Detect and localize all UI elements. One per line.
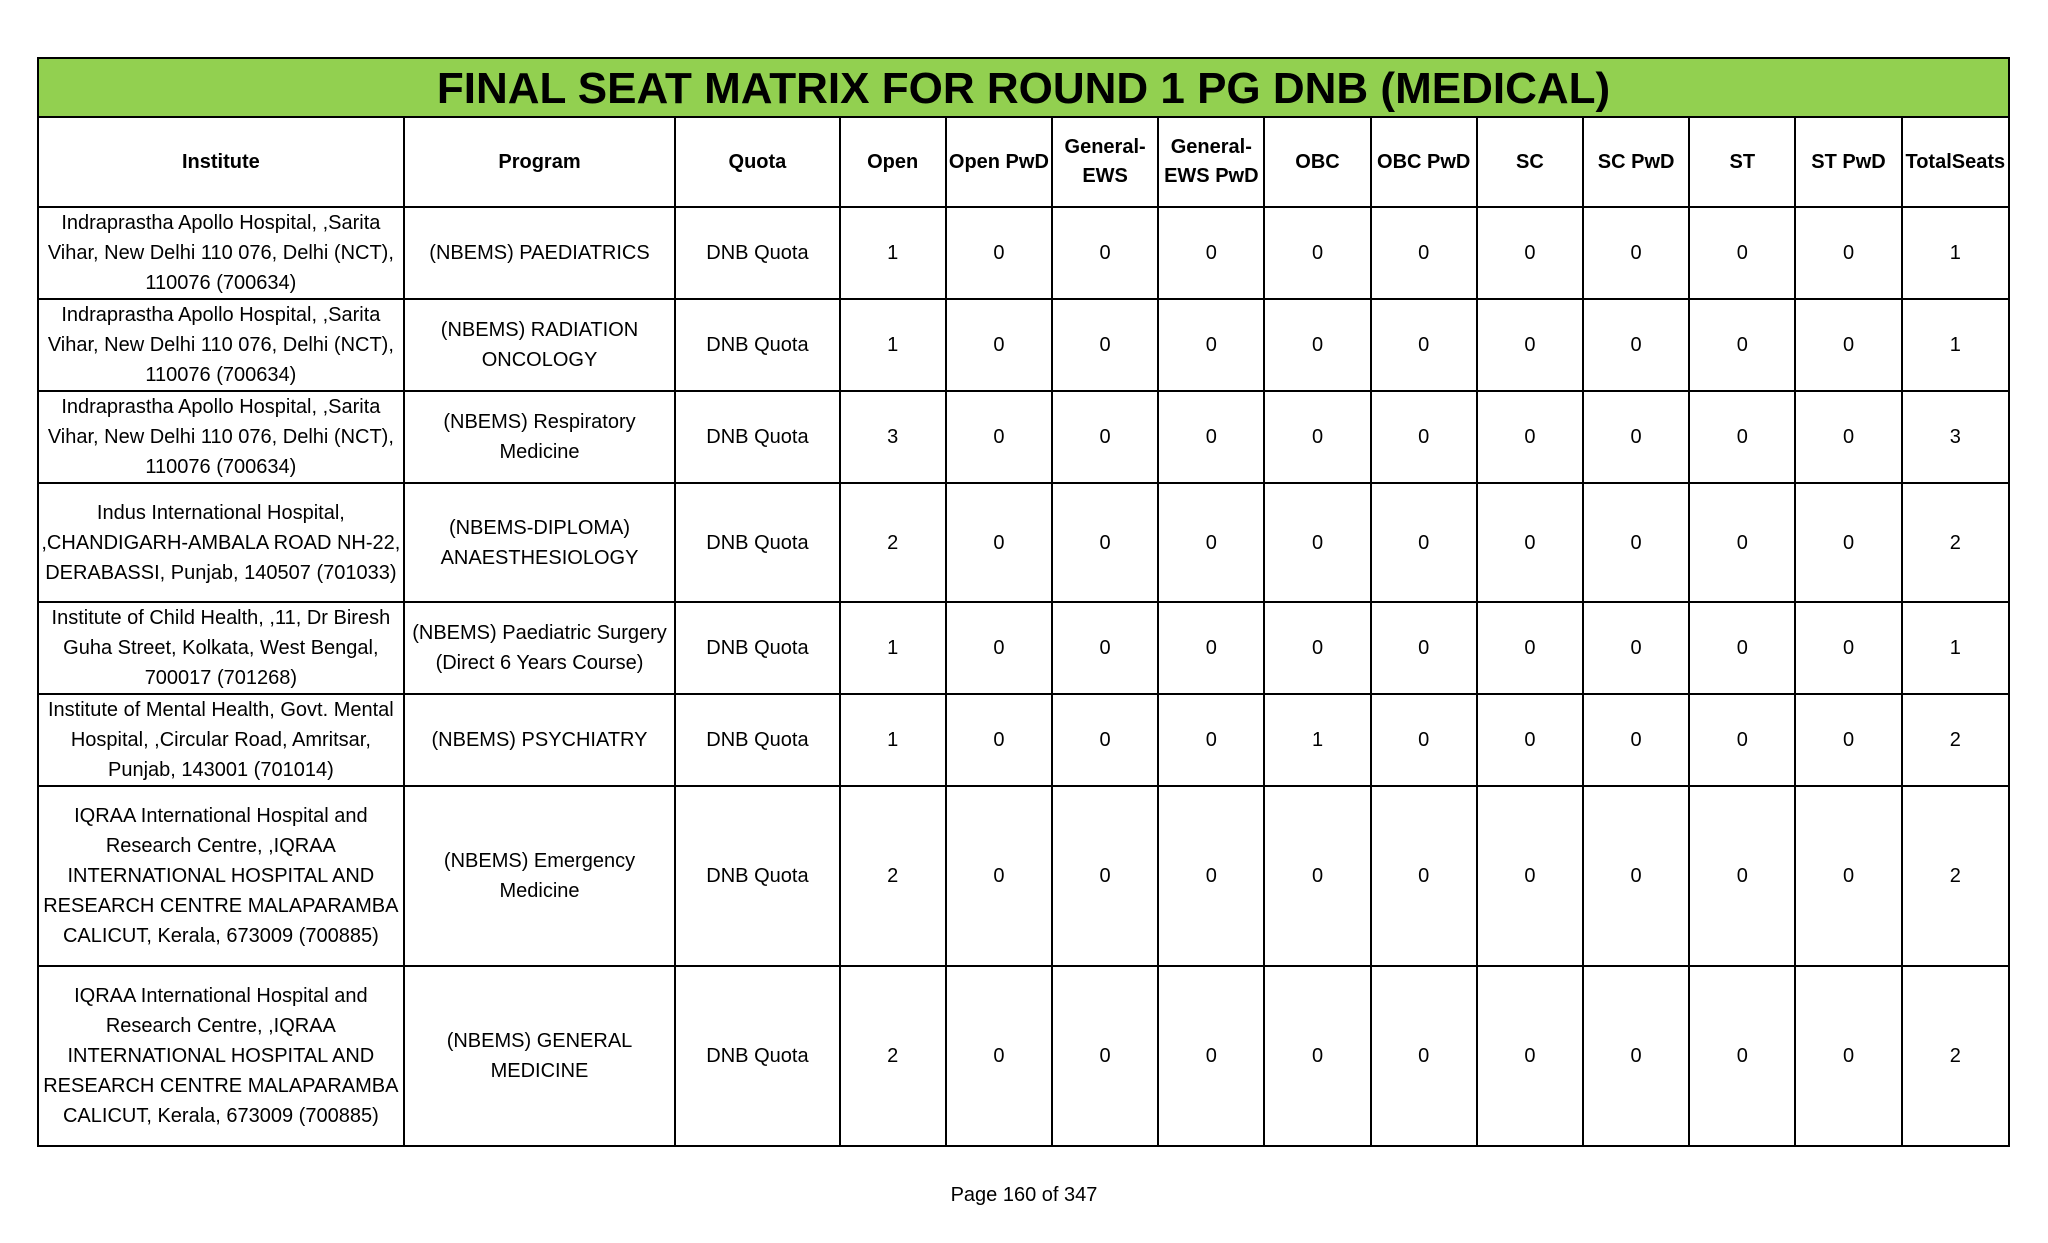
seat-count-cell: 0 bbox=[1583, 483, 1689, 602]
seat-count-cell: 0 bbox=[1795, 694, 1901, 786]
program-cell: (NBEMS) Respiratory Medicine bbox=[404, 391, 676, 483]
column-header: ST PwD bbox=[1795, 117, 1901, 207]
quota-cell: DNB Quota bbox=[675, 602, 839, 694]
seat-count-cell: 0 bbox=[1158, 207, 1264, 299]
page-number: Page 160 of 347 bbox=[950, 1184, 1098, 1206]
program-cell: (NBEMS) Paediatric Surgery (Direct 6 Years Course) bbox=[404, 602, 676, 694]
seat-count-cell: 0 bbox=[1477, 483, 1583, 602]
seat-count-cell: 3 bbox=[840, 391, 946, 483]
seat-count-cell: 0 bbox=[1795, 483, 1901, 602]
program-cell: (NBEMS) PAEDIATRICS bbox=[404, 207, 676, 299]
seat-count-cell: 0 bbox=[1795, 786, 1901, 966]
seat-matrix-table bbox=[37, 57, 2010, 1147]
seat-count-cell: 0 bbox=[1371, 694, 1477, 786]
table-row bbox=[38, 786, 2009, 966]
seat-count-cell: 0 bbox=[1158, 391, 1264, 483]
seat-count-cell: 2 bbox=[840, 786, 946, 966]
seat-count-cell: 0 bbox=[1689, 786, 1795, 966]
seat-count-cell: 0 bbox=[1795, 207, 1901, 299]
seat-count-cell: 0 bbox=[1158, 602, 1264, 694]
seat-count-cell: 0 bbox=[1052, 391, 1158, 483]
program-cell: (NBEMS) RADIATION ONCOLOGY bbox=[404, 299, 676, 391]
seat-count-cell: 0 bbox=[1052, 966, 1158, 1146]
seat-count-cell: 0 bbox=[1795, 966, 1901, 1146]
seat-count-cell: 1 bbox=[840, 299, 946, 391]
seat-count-cell: 0 bbox=[1158, 299, 1264, 391]
seat-count-cell: 0 bbox=[1477, 694, 1583, 786]
table-row bbox=[38, 299, 2009, 391]
document-title: FINAL SEAT MATRIX FOR ROUND 1 PG DNB (MEDICAL) bbox=[38, 58, 2009, 117]
seat-count-cell: 0 bbox=[1052, 483, 1158, 602]
column-header: ST bbox=[1689, 117, 1795, 207]
seat-count-cell: 0 bbox=[1052, 694, 1158, 786]
quota-cell: DNB Quota bbox=[675, 299, 839, 391]
seat-count-cell: 0 bbox=[1052, 602, 1158, 694]
seat-count-cell: 0 bbox=[1477, 207, 1583, 299]
quota-cell: DNB Quota bbox=[675, 483, 839, 602]
seat-count-cell: 2 bbox=[840, 483, 946, 602]
seat-count-cell: 0 bbox=[946, 207, 1052, 299]
seat-count-cell: 0 bbox=[1477, 299, 1583, 391]
column-header: TotalSeats bbox=[1902, 117, 2009, 207]
seat-count-cell: 0 bbox=[1264, 391, 1370, 483]
seat-count-cell: 2 bbox=[1902, 966, 2009, 1146]
seat-count-cell: 0 bbox=[1689, 483, 1795, 602]
quota-cell: DNB Quota bbox=[675, 391, 839, 483]
table-body bbox=[38, 207, 2009, 1146]
column-header: Open PwD bbox=[946, 117, 1052, 207]
institute-cell: IQRAA International Hospital and Research Centre, ,IQRAA INTERNATIONAL HOSPITAL AND RESEARCH CENTRE MALAPARAMBA CALICUT, Kerala, 673009 (700885) bbox=[38, 966, 404, 1146]
seat-count-cell: 0 bbox=[1264, 207, 1370, 299]
seat-count-cell: 0 bbox=[1052, 786, 1158, 966]
column-header: OBC bbox=[1264, 117, 1370, 207]
column-header: General-EWS PwD bbox=[1158, 117, 1264, 207]
seat-count-cell: 0 bbox=[1689, 299, 1795, 391]
seat-count-cell: 0 bbox=[1689, 966, 1795, 1146]
seat-count-cell: 0 bbox=[946, 786, 1052, 966]
seat-count-cell: 0 bbox=[1583, 602, 1689, 694]
seat-count-cell: 2 bbox=[840, 966, 946, 1146]
seat-count-cell: 0 bbox=[1264, 483, 1370, 602]
seat-count-cell: 0 bbox=[946, 602, 1052, 694]
seat-count-cell: 2 bbox=[1902, 786, 2009, 966]
column-header: OBC PwD bbox=[1371, 117, 1477, 207]
column-header: SC PwD bbox=[1583, 117, 1689, 207]
seat-count-cell: 0 bbox=[1371, 483, 1477, 602]
column-header: Institute bbox=[38, 117, 404, 207]
seat-count-cell: 3 bbox=[1902, 391, 2009, 483]
seat-count-cell: 1 bbox=[840, 694, 946, 786]
seat-count-cell: 1 bbox=[1902, 299, 2009, 391]
table-row bbox=[38, 483, 2009, 602]
seat-count-cell: 0 bbox=[1795, 391, 1901, 483]
seat-count-cell: 1 bbox=[840, 602, 946, 694]
seat-count-cell: 0 bbox=[1477, 786, 1583, 966]
institute-cell: Indus International Hospital, ,CHANDIGARH-AMBALA ROAD NH-22, DERABASSI, Punjab, 140507 (701033) bbox=[38, 483, 404, 602]
institute-cell: Institute of Child Health, ,11, Dr Biresh Guha Street, Kolkata, West Bengal, 700017 (701268) bbox=[38, 602, 404, 694]
institute-cell: Indraprastha Apollo Hospital, ,Sarita Vihar, New Delhi 110 076, Delhi (NCT), 110076 (700634) bbox=[38, 207, 404, 299]
institute-cell: Indraprastha Apollo Hospital, ,Sarita Vihar, New Delhi 110 076, Delhi (NCT), 110076 (700634) bbox=[38, 391, 404, 483]
program-cell: (NBEMS) Emergency Medicine bbox=[404, 786, 676, 966]
seat-count-cell: 0 bbox=[1583, 299, 1689, 391]
quota-cell: DNB Quota bbox=[675, 694, 839, 786]
quota-cell: DNB Quota bbox=[675, 966, 839, 1146]
seat-count-cell: 1 bbox=[1902, 602, 2009, 694]
column-header-row bbox=[38, 117, 2009, 207]
seat-count-cell: 2 bbox=[1902, 483, 2009, 602]
table-row bbox=[38, 207, 2009, 299]
seat-count-cell: 0 bbox=[1583, 391, 1689, 483]
seat-count-cell: 0 bbox=[1689, 207, 1795, 299]
seat-count-cell: 0 bbox=[1371, 786, 1477, 966]
column-header: SC bbox=[1477, 117, 1583, 207]
seat-count-cell: 0 bbox=[1264, 299, 1370, 391]
column-header: General-EWS bbox=[1052, 117, 1158, 207]
seat-count-cell: 0 bbox=[1477, 602, 1583, 694]
institute-cell: Indraprastha Apollo Hospital, ,Sarita Vihar, New Delhi 110 076, Delhi (NCT), 110076 (700634) bbox=[38, 299, 404, 391]
program-cell: (NBEMS) PSYCHIATRY bbox=[404, 694, 676, 786]
seat-count-cell: 0 bbox=[1795, 299, 1901, 391]
seat-count-cell: 0 bbox=[1689, 391, 1795, 483]
seat-count-cell: 1 bbox=[1902, 207, 2009, 299]
quota-cell: DNB Quota bbox=[675, 207, 839, 299]
seat-count-cell: 0 bbox=[1795, 602, 1901, 694]
seat-count-cell: 0 bbox=[1264, 966, 1370, 1146]
seat-count-cell: 0 bbox=[1371, 966, 1477, 1146]
seat-count-cell: 0 bbox=[1477, 391, 1583, 483]
table-row bbox=[38, 966, 2009, 1146]
seat-count-cell: 0 bbox=[946, 391, 1052, 483]
seat-count-cell: 0 bbox=[1583, 786, 1689, 966]
column-header: Open bbox=[840, 117, 946, 207]
seat-count-cell: 0 bbox=[1158, 483, 1264, 602]
seat-count-cell: 0 bbox=[1689, 694, 1795, 786]
seat-count-cell: 0 bbox=[1583, 966, 1689, 1146]
column-header: Quota bbox=[675, 117, 839, 207]
seat-count-cell: 1 bbox=[840, 207, 946, 299]
seat-count-cell: 0 bbox=[1583, 694, 1689, 786]
seat-count-cell: 0 bbox=[1689, 602, 1795, 694]
quota-cell: DNB Quota bbox=[675, 786, 839, 966]
seat-count-cell: 0 bbox=[946, 694, 1052, 786]
seat-count-cell: 2 bbox=[1902, 694, 2009, 786]
seat-count-cell: 0 bbox=[1158, 966, 1264, 1146]
seat-count-cell: 0 bbox=[1371, 207, 1477, 299]
title-row bbox=[38, 58, 2009, 117]
column-header: Program bbox=[404, 117, 676, 207]
seat-count-cell: 1 bbox=[1264, 694, 1370, 786]
table-row bbox=[38, 602, 2009, 694]
seat-count-cell: 0 bbox=[1477, 966, 1583, 1146]
institute-cell: IQRAA International Hospital and Research Centre, ,IQRAA INTERNATIONAL HOSPITAL AND RESEARCH CENTRE MALAPARAMBA CALICUT, Kerala, 673009 (700885) bbox=[38, 786, 404, 966]
seat-count-cell: 0 bbox=[1158, 786, 1264, 966]
seat-count-cell: 0 bbox=[1371, 299, 1477, 391]
program-cell: (NBEMS-DIPLOMA) ANAESTHESIOLOGY bbox=[404, 483, 676, 602]
institute-cell: Institute of Mental Health, Govt. Mental Hospital, ,Circular Road, Amritsar, Punjab, 143001 (701014) bbox=[38, 694, 404, 786]
seat-count-cell: 0 bbox=[946, 299, 1052, 391]
seat-count-cell: 0 bbox=[1052, 207, 1158, 299]
table-row bbox=[38, 391, 2009, 483]
seat-count-cell: 0 bbox=[946, 483, 1052, 602]
seat-count-cell: 0 bbox=[1052, 299, 1158, 391]
seat-count-cell: 0 bbox=[1371, 602, 1477, 694]
seat-count-cell: 0 bbox=[1583, 207, 1689, 299]
seat-count-cell: 0 bbox=[1264, 602, 1370, 694]
seat-count-cell: 0 bbox=[946, 966, 1052, 1146]
seat-count-cell: 0 bbox=[1158, 694, 1264, 786]
program-cell: (NBEMS) GENERAL MEDICINE bbox=[404, 966, 676, 1146]
seat-count-cell: 0 bbox=[1264, 786, 1370, 966]
seat-count-cell: 0 bbox=[1371, 391, 1477, 483]
table-row bbox=[38, 694, 2009, 786]
